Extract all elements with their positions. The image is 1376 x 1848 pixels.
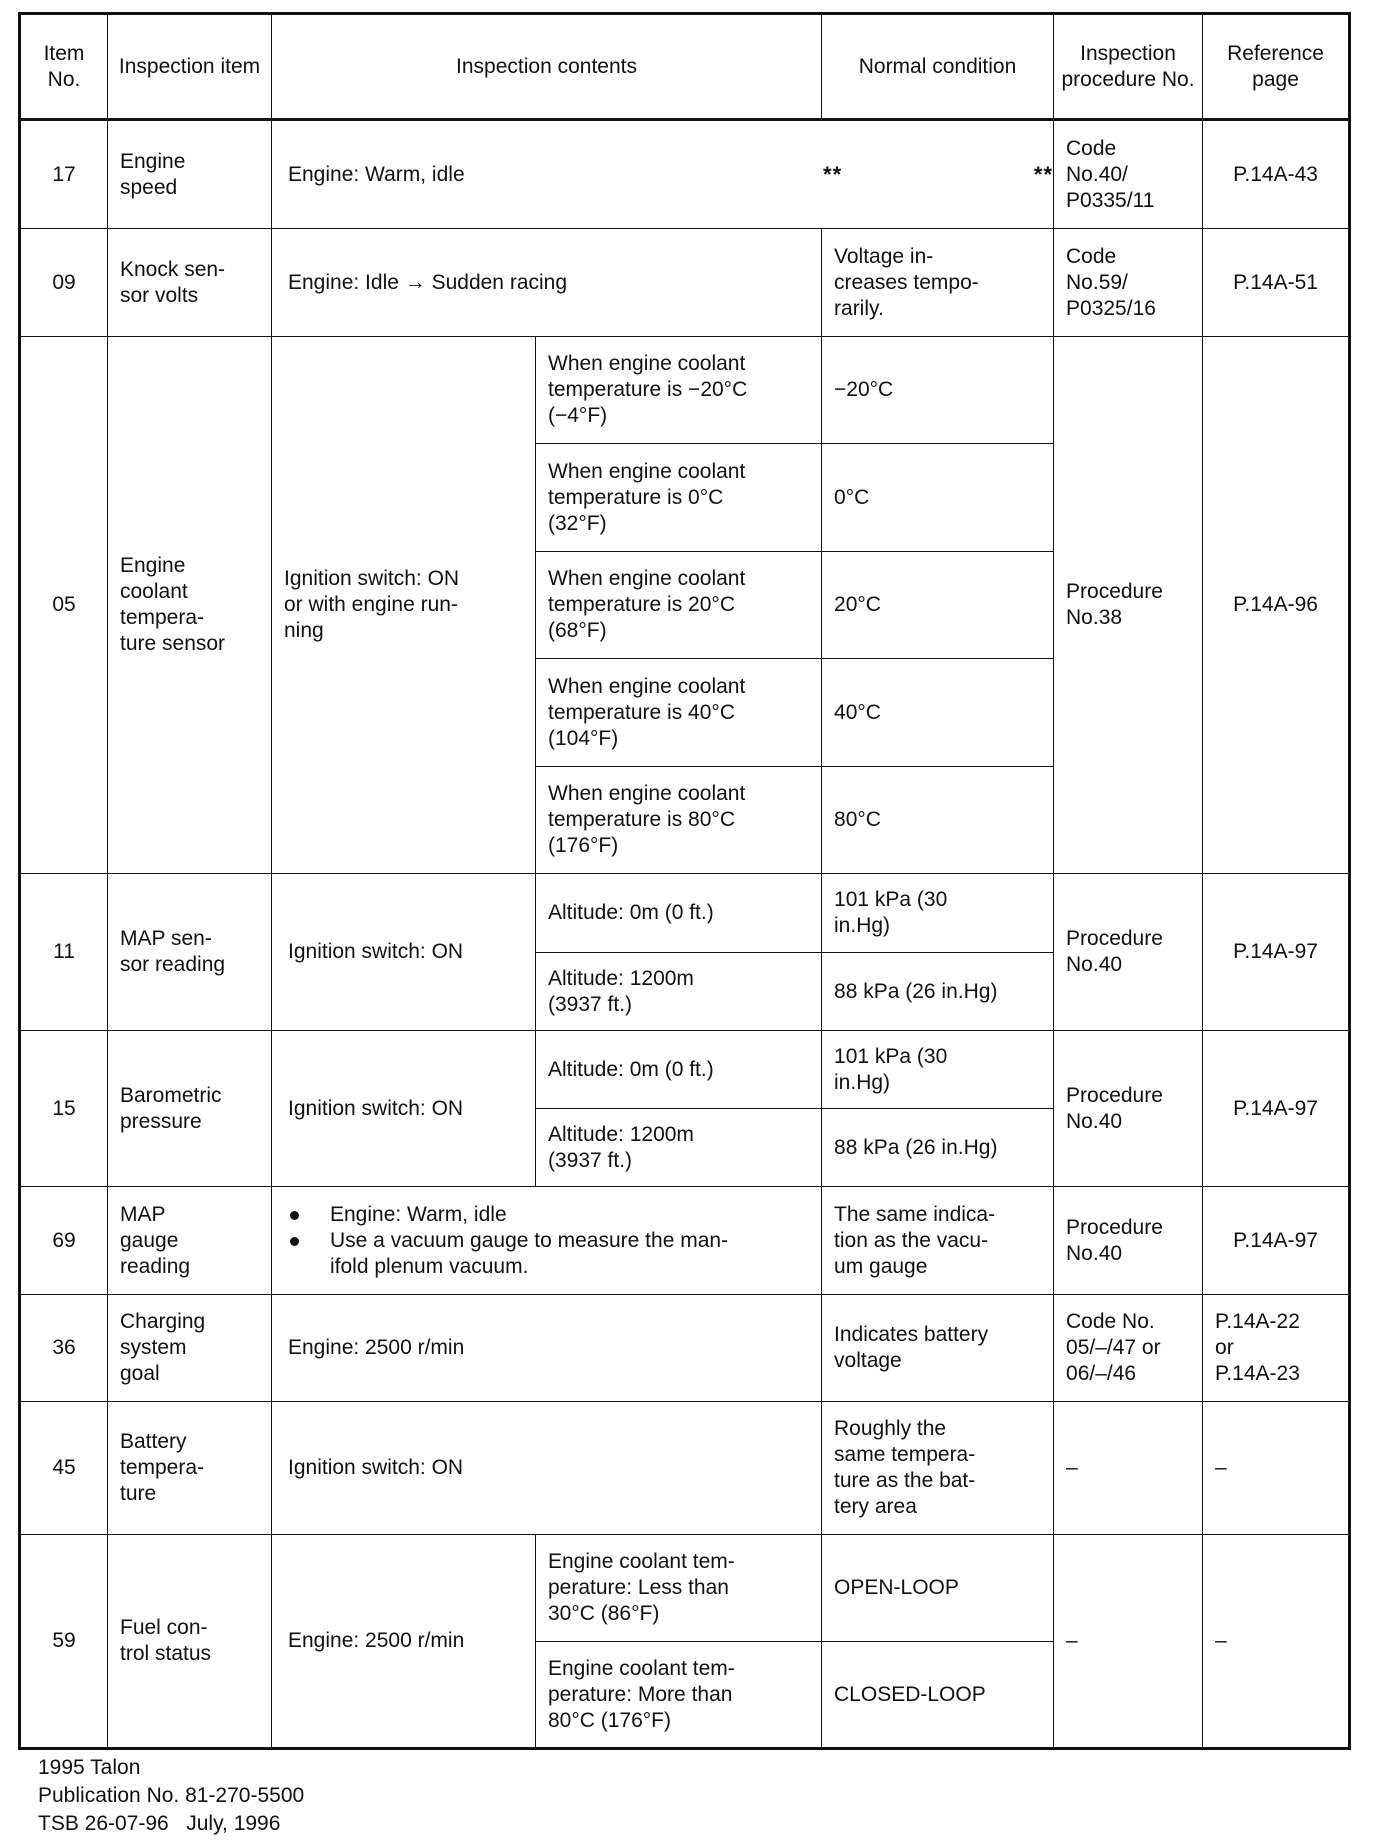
reference-page-cell: P.14A-22 or P.14A-23 [1203,1295,1350,1402]
reference-page-cell: – [1203,1535,1350,1749]
inspection-item-cell: MAP sen- sor reading [108,874,272,1031]
procedure-cell: Procedure No.38 [1054,337,1203,874]
bullet-item: Use a vacuum gauge to measure the man- ifold plenum vacuum. [284,1228,809,1280]
header-inspection-item: Inspection item [108,14,272,120]
inspection-contents-cell: Engine: 2500 r/min [272,1535,536,1749]
inspection-item-cell: Knock sen- sor volts [108,229,272,337]
procedure-cell: Code No. 05/–/47 or 06/–/46 [1054,1295,1203,1402]
table-row [20,1402,1350,1535]
header-reference-page: Reference page [1203,14,1350,120]
sub-condition-cell: Engine coolant tem- perature: More than 80°C (176°F) [536,1642,822,1749]
procedure-cell: Procedure No.40 [1054,1187,1203,1295]
sub-condition-cell: Altitude: 0m (0 ft.) [536,1031,822,1109]
inspection-contents-cell: Ignition switch: ON [272,874,536,1031]
item-no-cell: 09 [20,229,108,337]
header-procedure-no: Inspection procedure No. [1054,14,1203,120]
sub-condition-cell: Altitude: 1200m (3937 ft.) [536,953,822,1031]
reference-page-cell: P.14A-97 [1203,1187,1350,1295]
sub-condition-cell: Altitude: 0m (0 ft.) [536,874,822,953]
inspection-item-cell: Battery tempera- ture [108,1402,272,1535]
inspection-contents-cell: Ignition switch: ON [272,1031,536,1187]
inspection-table [18,12,1351,1750]
item-no-cell: 11 [20,874,108,1031]
sub-condition-cell: Engine coolant tem- perature: Less than 30°C (86°F) [536,1535,822,1642]
reference-page-cell: – [1203,1402,1350,1535]
footer-tsb: TSB 26-07-96 July, 1996 [38,1812,281,1835]
normal-condition-cell: Roughly the same tempera- ture as the bat- tery area [822,1402,1054,1535]
item-no-cell: 36 [20,1295,108,1402]
header-inspection-contents: Inspection contents [272,14,822,120]
procedure-cell: – [1054,1402,1203,1535]
inspection-item-cell: Engine coolant tempera- ture sensor [108,337,272,874]
procedure-cell: – [1054,1535,1203,1749]
reference-page-cell: P.14A-96 [1203,337,1350,874]
inspection-item-cell: Fuel con- trol status [108,1535,272,1749]
normal-condition-cell: 20°C [822,552,1054,659]
normal-condition-cell: 101 kPa (30 in.Hg) [822,1031,1054,1109]
footer-model: 1995 Talon [38,1756,141,1779]
procedure-cell: Procedure No.40 [1054,874,1203,1031]
normal-condition-cell: 80°C [822,767,1054,874]
table-row [20,1187,1350,1295]
item-no-cell: 15 [20,1031,108,1187]
contents-bullet-list [284,1202,809,1280]
note-marker-right: ** [1033,161,1054,187]
inspection-page [18,12,1348,1750]
item-no-cell: 59 [20,1535,108,1749]
reference-page-cell: P.14A-43 [1203,120,1350,229]
header-row [20,14,1350,120]
table-row [20,1031,1350,1109]
publication-footer [38,1754,304,1838]
procedure-cell: Code No.40/ P0335/11 [1054,120,1203,229]
normal-condition-cell: CLOSED-LOOP [822,1642,1054,1749]
table-row [20,874,1350,953]
table-row [20,1295,1350,1402]
table-row [20,120,1350,229]
normal-condition-cell: −20°C [822,337,1054,444]
contents-text: Engine: Warm, idle [288,162,465,186]
table-row [20,337,1350,444]
normal-condition-cell: 40°C [822,659,1054,767]
header-item-no: Item No. [20,14,108,120]
footer-publication-no: Publication No. 81-270-5500 [38,1784,305,1807]
procedure-cell: Procedure No.40 [1054,1031,1203,1187]
note-marker-left: ** [823,161,843,187]
normal-condition-cell: The same indica- tion as the vacu- um gauge [822,1187,1054,1295]
normal-condition-cell: 88 kPa (26 in.Hg) [822,953,1054,1031]
inspection-item-cell: Engine speed [108,120,272,229]
reference-page-cell: P.14A-97 [1203,1031,1350,1187]
inspection-contents-cell [272,120,1054,229]
sub-condition-cell: Altitude: 1200m (3937 ft.) [536,1109,822,1187]
sub-condition-cell: When engine coolant temperature is 40°C (104°F) [536,659,822,767]
inspection-item-cell: Charging system goal [108,1295,272,1402]
normal-condition-cell: Indicates battery voltage [822,1295,1054,1402]
header-normal-condition: Normal condition [822,14,1054,120]
table-row [20,229,1350,337]
bullet-item: Engine: Warm, idle [284,1202,809,1228]
inspection-contents-cell: Ignition switch: ON [272,1402,822,1535]
sub-condition-cell: When engine coolant temperature is 80°C (176°F) [536,767,822,874]
normal-condition-cell: 88 kPa (26 in.Hg) [822,1109,1054,1187]
reference-page-cell: P.14A-51 [1203,229,1350,337]
normal-condition-cell: 0°C [822,444,1054,552]
reference-page-cell: P.14A-97 [1203,874,1350,1031]
inspection-item-cell: Barometric pressure [108,1031,272,1187]
procedure-cell: Code No.59/ P0325/16 [1054,229,1203,337]
table-row [20,1535,1350,1642]
normal-condition-cell: OPEN-LOOP [822,1535,1054,1642]
item-no-cell: 17 [20,120,108,229]
inspection-contents-cell: Engine: Idle → Sudden racing [272,229,822,337]
inspection-contents-cell: Ignition switch: ON or with engine run- ning [272,337,536,874]
item-no-cell: 05 [20,337,108,874]
sub-condition-cell: When engine coolant temperature is 20°C (68°F) [536,552,822,659]
inspection-item-cell: MAP gauge reading [108,1187,272,1295]
normal-condition-cell: 101 kPa (30 in.Hg) [822,874,1054,953]
sub-condition-cell: When engine coolant temperature is −20°C (−4°F) [536,337,822,444]
normal-condition-cell: Voltage in- creases tempo- rarily. [822,229,1054,337]
inspection-contents-cell: Engine: 2500 r/min [272,1295,822,1402]
item-no-cell: 45 [20,1402,108,1535]
inspection-contents-cell [272,1187,822,1295]
item-no-cell: 69 [20,1187,108,1295]
sub-condition-cell: When engine coolant temperature is 0°C (32°F) [536,444,822,552]
